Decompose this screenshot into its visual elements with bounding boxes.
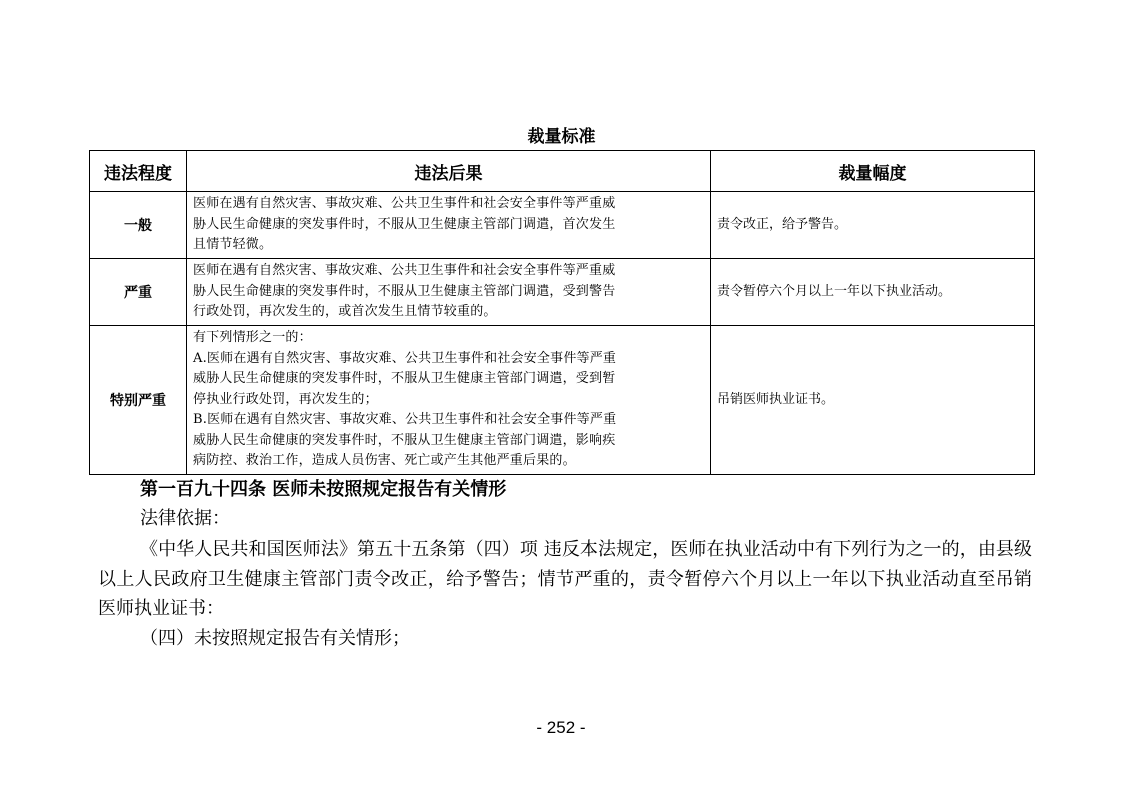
row-consequence — [187, 326, 711, 475]
consequence-line: A.医师在遇有自然灾害、事故灾难、公共卫生事件和社会安全事件等严重 — [193, 350, 617, 366]
consequence-line: B.医师在遇有自然灾害、事故灾难、公共卫生事件和社会安全事件等严重 — [193, 412, 617, 428]
table-caption: 裁量标准 — [527, 127, 596, 147]
consequence-line: 胁人民生命健康的突发事件时，不服从卫生健康主管部门调遣，首次发生 — [193, 216, 616, 232]
page-number: - 252 - — [536, 718, 586, 737]
table-row — [90, 259, 1035, 326]
law-item: （四）未按照规定报告有关情形； — [140, 627, 410, 649]
legal-basis-label: 法律依据： — [140, 508, 230, 529]
row-range: 吊销医师执业证书。 — [711, 326, 1035, 475]
row-consequence — [187, 259, 711, 326]
table-row — [90, 326, 1035, 475]
consequence-line: 停执业行政处罚，再次发生的； — [193, 391, 378, 407]
consequence-line: 行政处罚，再次发生的，或首次发生且情节较重的。 — [193, 304, 497, 320]
header-discretion-range: 裁量幅度 — [711, 151, 1035, 192]
consequence-line: 且情节轻微。 — [193, 237, 273, 253]
discretion-standard-table — [89, 150, 1035, 475]
row-consequence — [187, 192, 711, 259]
row-level: 严重 — [90, 259, 187, 326]
consequence-line: 医师在遇有自然灾害、事故灾难、公共卫生事件和社会安全事件等严重威 — [193, 263, 616, 279]
consequence-line: 有下列情形之一的： — [193, 330, 312, 346]
table-row — [90, 192, 1035, 259]
consequence-line: 威胁人民生命健康的突发事件时，不服从卫生健康主管部门调遣，受到暂 — [193, 371, 616, 387]
header-violation-consequence: 违法后果 — [187, 151, 711, 192]
legal-basis-text — [98, 535, 1032, 653]
row-range: 责令改正，给予警告。 — [711, 192, 1035, 259]
consequence-line: 威胁人民生命健康的突发事件时，不服从卫生健康主管部门调遣，影响疾 — [193, 432, 616, 448]
row-level: 特别严重 — [90, 326, 187, 475]
consequence-line: 病防控、救治工作，造成人员伤害、死亡或产生其他严重后果的。 — [193, 453, 576, 469]
consequence-line: 胁人民生命健康的突发事件时，不服从卫生健康主管部门调遣，受到警告 — [193, 283, 616, 299]
header-violation-degree: 违法程度 — [90, 151, 187, 192]
consequence-line: 医师在遇有自然灾害、事故灾难、公共卫生事件和社会安全事件等严重威 — [193, 196, 616, 212]
law-paragraph: 《中华人民共和国医师法》第五十五条第（四）项 违反本法规定，医师在执业活动中有下列行为之一的，由县级以上人民政府卫生健康主管部门责令改正，给予警告；情节严重的，责令暂停六个月以上一年以下执业活动直至吊销医师执业证书： — [98, 539, 1032, 619]
row-range: 责令暂停六个月以上一年以下执业活动。 — [711, 259, 1035, 326]
row-level: 一般 — [90, 192, 187, 259]
article-title: 第一百九十四条 医师未按照规定报告有关情形 — [140, 479, 507, 500]
